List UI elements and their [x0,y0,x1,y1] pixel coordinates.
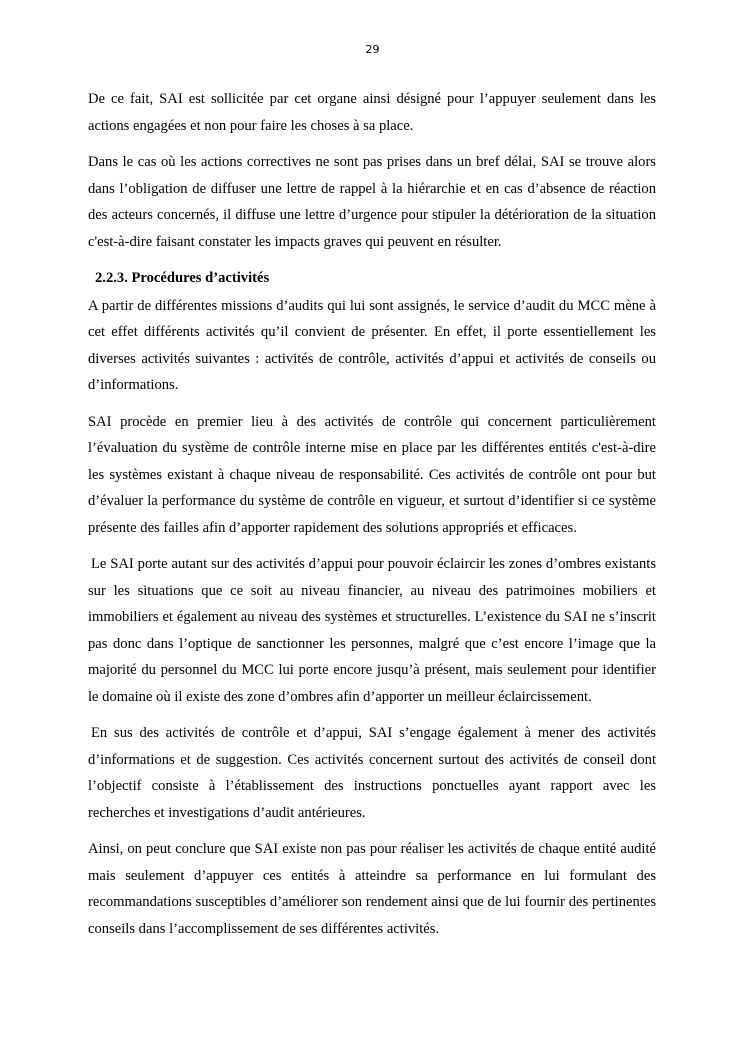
paragraph: Le SAI porte autant sur des activités d’appui pour pouvoir éclaircir les zones d’ombres existants sur les situations que ce soit au niveau financier, au niveau des patrimoines mobiliers et immobiliers et également au niveau des systèmes et structurelles. L’existence du SAI ne s’inscrit pas donc dans l’optique de sanctionner les personnes, malgré que c’est encore l’image que la majorité du personnel du MCC lui porte encore jusqu’à présent, mais seulement pour identifier le domaine où il existe des zone d’ombres afin d’apporter un meilleur éclaircissement. [88,556,656,705]
page-number: 29 [365,43,380,56]
paragraph: Ainsi, on peut conclure que SAI existe non pas pour réaliser les activités de chaque entité audité mais seulement d’appuyer ces entités à atteindre sa performance en lui formulant des recommandations susceptibles d’améliorer son rendement ainsi que de lui fournir des pertinentes conseils dans l’accomplissement de ses différentes activités. [88,841,656,937]
page-body [88,86,656,952]
paragraph: En sus des activités de contrôle et d’appui, SAI s’engage également à mener des activités d’informations et de suggestion. Ces activités concernent surtout des activités de conseil dont l’objectif consiste à l’établissement des instructions ponctuelles ayant rapport avec les recherches et investigations d’audit antérieures. [88,725,656,821]
paragraph: Dans le cas où les actions correctives ne sont pas prises dans un bref délai, SAI se trouve alors dans l’obligation de diffuser une lettre de rappel à la hiérarchie et en cas d’absence de réaction des acteurs concernés, il diffuse une lettre d’urgence pour stipuler la détérioration de la situation c'est-à-dire faisant constater les impacts graves qui peuvent en résulter. [88,154,656,250]
section-heading: 2.2.3. Procédures d’activités [95,270,270,286]
paragraph: De ce fait, SAI est sollicitée par cet organe ainsi désigné pour l’appuyer seulement dans les actions engagées et non pour faire les choses à sa place. [88,91,656,134]
paragraph: SAI procède en premier lieu à des activités de contrôle qui concernent particulièrement l’évaluation du système de contrôle interne mise en place par les différentes entités c'est-à-dire les systèmes existant à chaque niveau de responsabilité. Ces activités de contrôle ont pour but d’évaluer la performance du système de contrôle en vigueur, et surtout d’identifier si ce système présente des failles afin d’apporter rapidement des solutions appropriés et efficaces. [88,413,656,536]
paragraph: A partir de différentes missions d’audits qui lui sont assignés, le service d’audit du MCC mène à cet effet différents activités qu’il convient de présenter. En effet, il porte essentiellement les diverses activités suivantes : activités de contrôle, activités d’appui et activités de conseils ou d’informations. [88,297,656,393]
